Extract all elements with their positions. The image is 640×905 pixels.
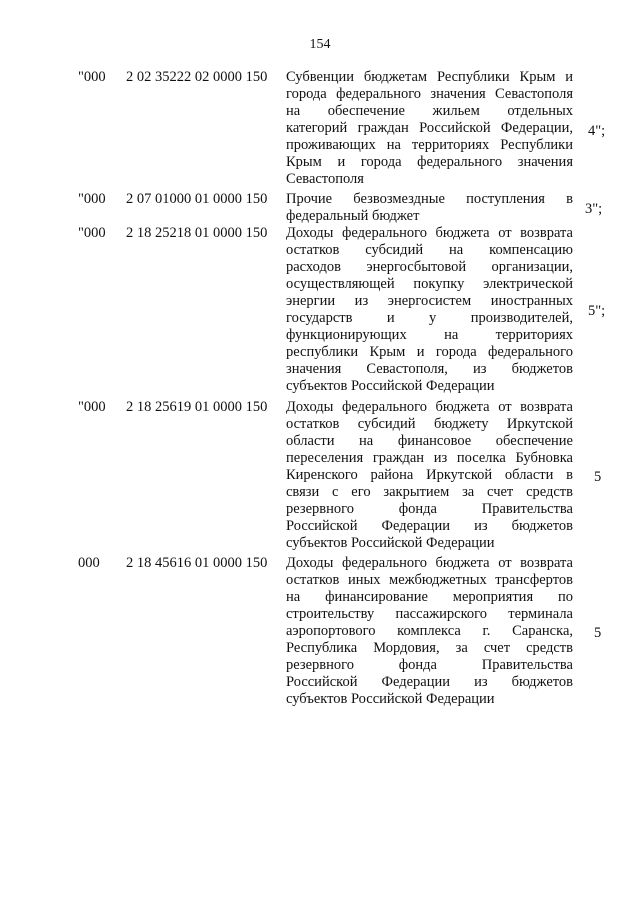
description-line: остатков субсидий бюджету Иркутской: [286, 416, 573, 432]
description-line: Доходы федерального бюджета от возврата: [286, 399, 573, 415]
description-line: на финансирование мероприятия по: [286, 589, 573, 605]
description-line: Российской Федерации из бюджетов: [286, 518, 573, 534]
description-line: субъектов Российской Федерации: [286, 691, 495, 707]
description-line: Российской Федерации из бюджетов: [286, 674, 573, 690]
budget-code: 2 02 35222 02 0000 150: [126, 69, 268, 85]
description-line: переселения граждан из поселка Бубновка: [286, 450, 573, 466]
description-line: субъектов Российской Федерации: [286, 535, 495, 551]
description-line: Киренского района Иркутской области в: [286, 467, 573, 483]
description-line: Субвенции бюджетам Республики Крым и: [286, 69, 573, 85]
description-line: города федерального значения Севастополя: [286, 86, 573, 102]
description-line: субъектов Российской Федерации: [286, 378, 495, 394]
description-line: Республика Мордовия, за счет средств: [286, 640, 573, 656]
description-line: Доходы федерального бюджета от возврата: [286, 225, 573, 241]
budget-code: 2 18 45616 01 0000 150: [126, 555, 268, 571]
description-line: аэропортового комплекса г. Саранска,: [286, 623, 573, 639]
row-description: [286, 225, 573, 395]
budget-code: 2 07 01000 01 0000 150: [126, 191, 268, 207]
row-value: 4";: [588, 123, 606, 139]
page-number: 154: [309, 37, 331, 52]
description-line: остатков субсидий на компенсацию: [286, 242, 573, 258]
description-line: энергии из энергосистем иностранных: [286, 293, 573, 309]
row-description: [286, 555, 573, 708]
description-line: остатков иных межбюджетных трансфертов: [286, 572, 573, 588]
description-line: функционирующих на территориях: [286, 327, 573, 343]
row-value: 5";: [588, 303, 606, 319]
row-value: 3";: [585, 201, 603, 217]
budget-code: 2 18 25218 01 0000 150: [126, 225, 268, 241]
row-description: [286, 399, 573, 552]
description-line: Севастополя: [286, 171, 364, 187]
description-line: государств и у производителей,: [286, 310, 573, 326]
row-prefix: "000: [78, 225, 106, 241]
description-line: осуществляющей покупку электрической: [286, 276, 573, 292]
row-prefix: "000: [78, 69, 106, 85]
description-line: федеральный бюджет: [286, 208, 420, 224]
description-line: Прочие безвозмездные поступления в: [286, 191, 573, 207]
description-line: значения Севастополя, из бюджетов: [286, 361, 573, 377]
row-description: [286, 69, 573, 188]
description-line: резервного фонда Правительства: [286, 501, 573, 517]
row-prefix: "000: [78, 399, 106, 415]
description-line: на обеспечение жильем отдельных: [286, 103, 573, 119]
budget-code: 2 18 25619 01 0000 150: [126, 399, 268, 415]
row-prefix: "000: [78, 191, 106, 207]
description-line: Доходы федерального бюджета от возврата: [286, 555, 573, 571]
description-line: Крым и города федерального значения: [286, 154, 573, 170]
description-line: республики Крым и города федерального: [286, 344, 573, 360]
description-line: области на финансовое обеспечение: [286, 433, 573, 449]
description-line: категорий граждан Российской Федерации,: [286, 120, 573, 136]
description-line: резервного фонда Правительства: [286, 657, 573, 673]
description-line: строительству пассажирского терминала: [286, 606, 573, 622]
description-line: проживающих на территориях Республики: [286, 137, 573, 153]
description-line: связи с его закрытием за счет средств: [286, 484, 573, 500]
description-line: расходов энергосбытовой организации,: [286, 259, 573, 275]
row-value: 5: [594, 625, 602, 641]
row-description: [286, 191, 573, 225]
row-prefix: 000: [78, 555, 100, 571]
row-value: 5: [594, 469, 602, 485]
